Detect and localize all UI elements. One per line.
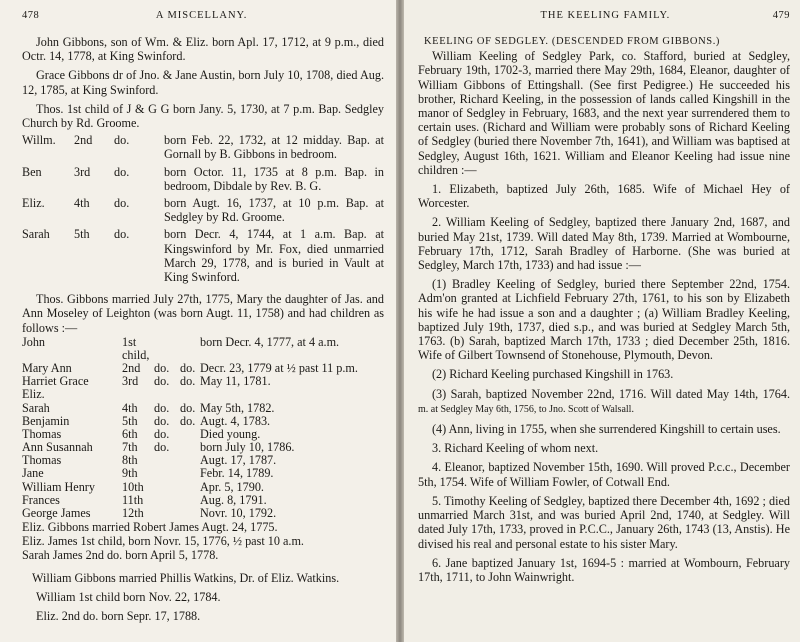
entry-eliz-marriage: Eliz. Gibbons married Robert James Augt. 24, 1775. [22,520,278,535]
entry-richard-keeling: 3. Richard Keeling of whom next. [432,441,599,456]
sarah-marriage-note: m. at Sedgley May 6th, 1756, to Jno. Scott of Walsall. [418,403,634,415]
child-row: Jane 9th Febr. 14, 1789. [22,466,274,481]
sibling-row: Ben 3rd do. born Octor. 11, 1735 at 8 p.m. Bap. in bedroom, Dibdale by Rev. B. G. [22,164,384,193]
child-row: Ann Susannah 7th do. born July 10, 1786. [22,440,295,455]
page-number-left: 478 [22,10,40,21]
left-page-header [22,10,384,21]
section-title: KEELING OF SEDGLEY. (DESCENDED FROM GIBBONS.) [424,36,721,47]
entry-thos-first-child: Thos. 1st child of J & G G born Jany. 5, 1730, at 7 p.m. Bap. Sedgley Church by Rd. Groome. [22,101,384,131]
running-head-right: THE KEELING FAMILY. [540,10,671,21]
entry-william-keeling: William Keeling of Sedgley Park, co. Stafford, buried at Sedgley, February 19th, 1702-3, married there May 29th, 1684, Eleanor, daughter of William Gibbons of Ettingshall. (See first Pedigree.) He succeeded his brother, Richard Keeling, in the possession of lands called Kingshill in the manor of Sedgley in February, 1683, and the next year surrendered them to certain uses. (Richard and William were probably sons of Richard Keeling of Sedgley (buried there November 7th, 1641), and William was baptised at Sedgley, August 16th, 1621. William and Eleanor Keeling had issue nine children :— [418,49,790,177]
child-row: Harriet Grace 3rd do. do. May 11, 1781. [22,374,271,389]
entry-eliz-james: Eliz. James 1st child, born Novr. 15, 1776, ½ past 10 a.m. [22,534,304,549]
child-row: Frances 11th Aug. 8, 1791. [22,492,267,507]
entry-bradley-keeling: (1) Bradley Keeling of Sedgley, buried there September 22nd, 1754. Adm'on granted at Lichfield February 27th, 1761, to his son by Elizabeth his wife he had issue a son and a daughter ; (a) William Bradley Keeling, baptized July 19th, 1737, died s.p., and was buried at Sedgley March 5th, 1763. (b) Sarah, baptized March 17th, 1733 ; died December 25th, 1816. Wife of Gilbert Townsend of Stonehouse, Plymouth, Devon. [418,277,790,363]
entry-william-first-child: William 1st child born Nov. 22, 1784. [36,589,221,604]
entry-william-keeling-jr: 2. William Keeling of Sedgley, baptized there January 2nd, 1687, and buried May 21st, 1739. Will dated May 8th, 1739. Married at Wombourne, February 17th, 1712, Sarah Bradley of Harborne. (She was buried at Sedgley, March 17th, 1733) and had issue :— [418,215,790,273]
running-head-left: A MISCELLANY. [155,10,248,21]
entry-grace-gibbons: Grace Gibbons dr of Jno. & Jane Austin, born July 10, 1708, died Aug. 12, 1785, at King Swinford. [22,68,384,97]
entry-eliz-second-child: Eliz. 2nd do. born Sepr. 17, 1788. [36,609,201,624]
right-page-header [418,10,790,21]
entry-william-gibbons-marriage: William Gibbons married Phillis Watkins, Dr. of Eliz. Watkins. [32,570,340,585]
child-row: Mary Ann 2nd do. do. Decr. 23, 1779 at ½ past 11 p.m. [22,361,358,376]
entry-sarah-keeling: (3) Sarah, baptized November 22nd, 1716. Will dated May 14th, 1764. m. at Sedgley May 6th, 1756, to Jno. Scott of Walsall. [418,386,790,415]
right-page [404,0,800,642]
left-page [0,0,396,642]
children-table [22,336,384,520]
child-row: George James 12th Novr. 10, 1792. [22,505,277,520]
thos-siblings-table [22,133,384,284]
child-row: John 1st child, born Decr. 4, 1777, at 4 a.m. [22,334,340,363]
sibling-row: Sarah 5th do. born Decr. 4, 1744, at 1 a.m. Bap. at Kingswinford by Mr. Fox, died unmarried March 29, 1778, and is buried in Vault at King Swinford. [22,227,384,285]
entry-ann-keeling: (4) Ann, living in 1755, when she surrendered Kingshill to certain uses. [432,422,781,437]
entry-richard-keeling-purchase: (2) Richard Keeling purchased Kingshill in 1763. [432,367,674,382]
child-row: Sarah 4th do. do. May 5th, 1782. [22,400,275,415]
child-row: Thomas 8th Augt. 17, 1787. [22,453,277,468]
entry-john-gibbons: John Gibbons, son of Wm. & Eliz. born Apl. 17, 1712, at 9 p.m., died Octr. 14, 1778, at King Swinford. [22,35,384,64]
entry-timothy-keeling: 5. Timothy Keeling of Sedgley, baptized there December 4th, 1692 ; died unmarried March 31st, and was buried April 2nd, 1740, at Sedgley. Will dated July 17th, 1733, proved in P.C.C., January 26th, 1743 (13, Anstis). He divised his real and personal estate to his sister Mary. [418,493,790,551]
child-row: Benjamin 5th do. do. Augt. 4, 1783. [22,413,271,428]
child-row: William Henry 10th Apr. 5, 1790. [22,479,264,494]
child-row: Thomas 6th do. Died young. [22,426,261,441]
page-number-right: 479 [772,10,790,21]
book-gutter [396,0,404,642]
entry-eleanor: 4. Eleanor, baptized November 15th, 1690. Will proved P.c.c., December 5th, 1754. Wife of William Fowler, of Cotwall End. [418,460,790,489]
entry-sarah-james: Sarah James 2nd do. born April 5, 1778. [22,548,219,563]
sibling-row: Willm. 2nd do. born Feb. 22, 1732, at 12 midday. Bap. at Gornall by B. Gibbons in bedroom. [22,133,384,162]
child-row: Eliz. [22,387,45,402]
entry-jane: 6. Jane baptized January 1st, 1694-5 : married at Wombourn, February 17th, 1711, to John Wainwright. [418,555,790,584]
entry-thos-marriage: Thos. Gibbons married July 27th, 1775, Mary the daughter of Jas. and Ann Moseley of Leighton (was born Augt. 11, 1758) and had children as follows :— [22,292,384,335]
entry-elizabeth: 1. Elizabeth, baptized July 26th, 1685. Wife of Michael Hey of Worcester. [418,182,790,211]
sibling-row: Eliz. 4th do. born Augt. 16, 1737, at 10 p.m. Bap. at Sedgley by Rd. Groome. [22,196,384,225]
